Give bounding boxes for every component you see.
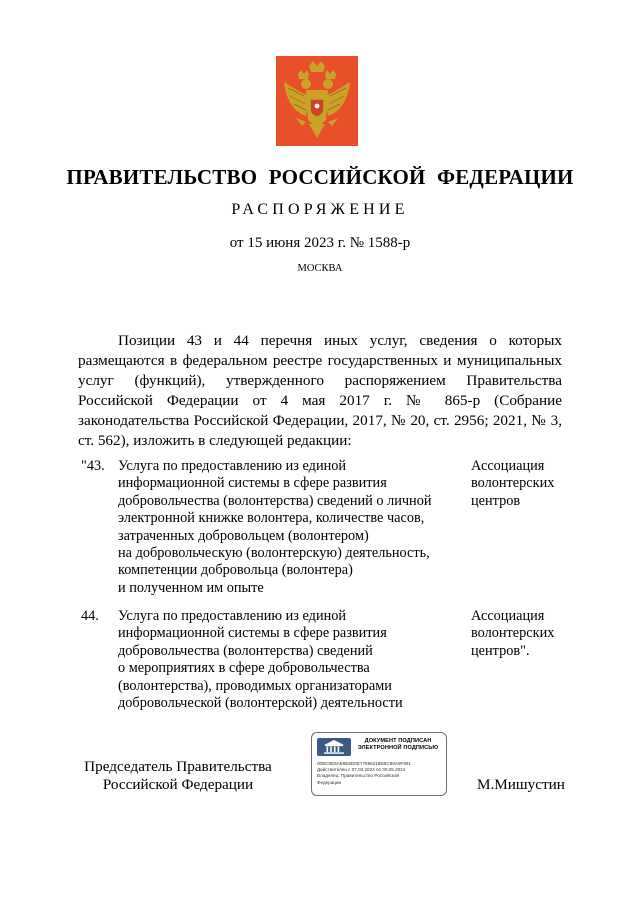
entry-organization [471,608,566,660]
entry-organization-line: волонтерских [471,475,555,492]
entry-organization-line: волонтерских [471,625,555,642]
stamp-owner-line: Владелец: Правительство Российской [317,773,399,779]
signer-title-line: Председатель Правительства [84,758,272,775]
entry-organization-line: Ассоциация [471,608,545,624]
stamp-details [317,761,445,786]
entry-description-line: затраченных добровольцем (волонтером) [118,527,369,544]
stamp-header-line: ДОКУМЕНТ ПОДПИСАН [364,738,432,744]
stamp-header-line: ЭЛЕКТРОННОЙ ПОДПИСЬЮ [357,745,439,751]
document-date-number: от 15 июня 2023 г. № 1588-р [229,235,411,251]
government-building-icon [317,738,351,756]
entry-description-line: добровольчества (волонтерства) сведений [118,642,373,659]
entry-number: 44. [81,608,99,624]
entry-description-line: информационной системы в сфере развития [118,625,387,642]
entry-organization [471,458,566,510]
entry-description-line: Услуга по предоставлению из единой [118,458,347,474]
entry-description-line: и полученном им опыте [118,579,264,596]
service-entry-43 [78,458,566,598]
entry-description-line: о мероприятиях в сфере добровольчества [118,660,370,677]
electronic-signature-stamp [311,732,447,796]
entry-number: "43. [81,458,105,474]
entry-description [118,458,463,597]
stamp-header [353,738,443,752]
coat-of-arms-emblem [276,56,358,146]
signer-name: М.Мишустин [477,776,565,793]
intro-line: законодательства Российской Федерации, 2017, № 20, ст. 2956; 2021, № 3, [78,412,562,429]
entry-organization-line: Ассоциация [471,458,545,474]
entry-description-line: электронной книжке волонтера, количестве часов, [118,510,425,527]
intro-line: Позиции 43 и 44 перечня иных услуг, сведения о которых [118,332,562,349]
service-entry-44 [78,608,566,712]
intro-line: услуг (функций), утвержденного распоряжением Правительства [78,372,562,389]
stamp-validity: Действителен с 07.03.2023 по 30.05.2024 [317,767,406,773]
intro-line: размещаются в федеральном реестре государственных и муниципальных [78,352,562,369]
intro-paragraph [78,331,562,451]
entry-description-line: добровольчества (волонтерства) сведений о личной [118,492,432,509]
entry-description [118,608,463,712]
document-type: РАСПОРЯЖЕНИЕ [231,201,409,218]
stamp-certificate: 00BC0E5AE8E8D0E77595218EBC80A9F891 [317,761,411,766]
russian-coat-of-arms-icon [276,56,358,146]
stamp-owner-line: Федерации [317,779,342,785]
document-city: МОСКВА [297,263,343,274]
entry-description-line: компетенции добровольца (волонтера) [118,562,353,579]
intro-line: Российской Федерации от 4 мая 2017 г. № 865-р (Собрание [78,392,562,409]
signer-title-line: Российской Федерации [102,776,254,793]
intro-line: ст. 562), изложить в следующей редакции: [78,432,352,449]
entry-organization-line: центров [471,492,521,509]
entry-description-line: информационной системы в сфере развития [118,475,387,492]
government-title: ПРАВИТЕЛЬСТВО РОССИЙСКОЙ ФЕДЕРАЦИИ [66,165,574,189]
entry-organization-line: центров". [471,642,530,659]
entry-description-line: добровольческой (волонтерской) деятельности [118,695,403,712]
signer-title [78,758,278,794]
entry-description-line: Услуга по предоставлению из единой [118,608,347,624]
entry-description-line: (волонтерства), проводимых организаторами [118,677,392,694]
entry-description-line: на добровольческую (волонтерскую) деятельность, [118,545,430,562]
